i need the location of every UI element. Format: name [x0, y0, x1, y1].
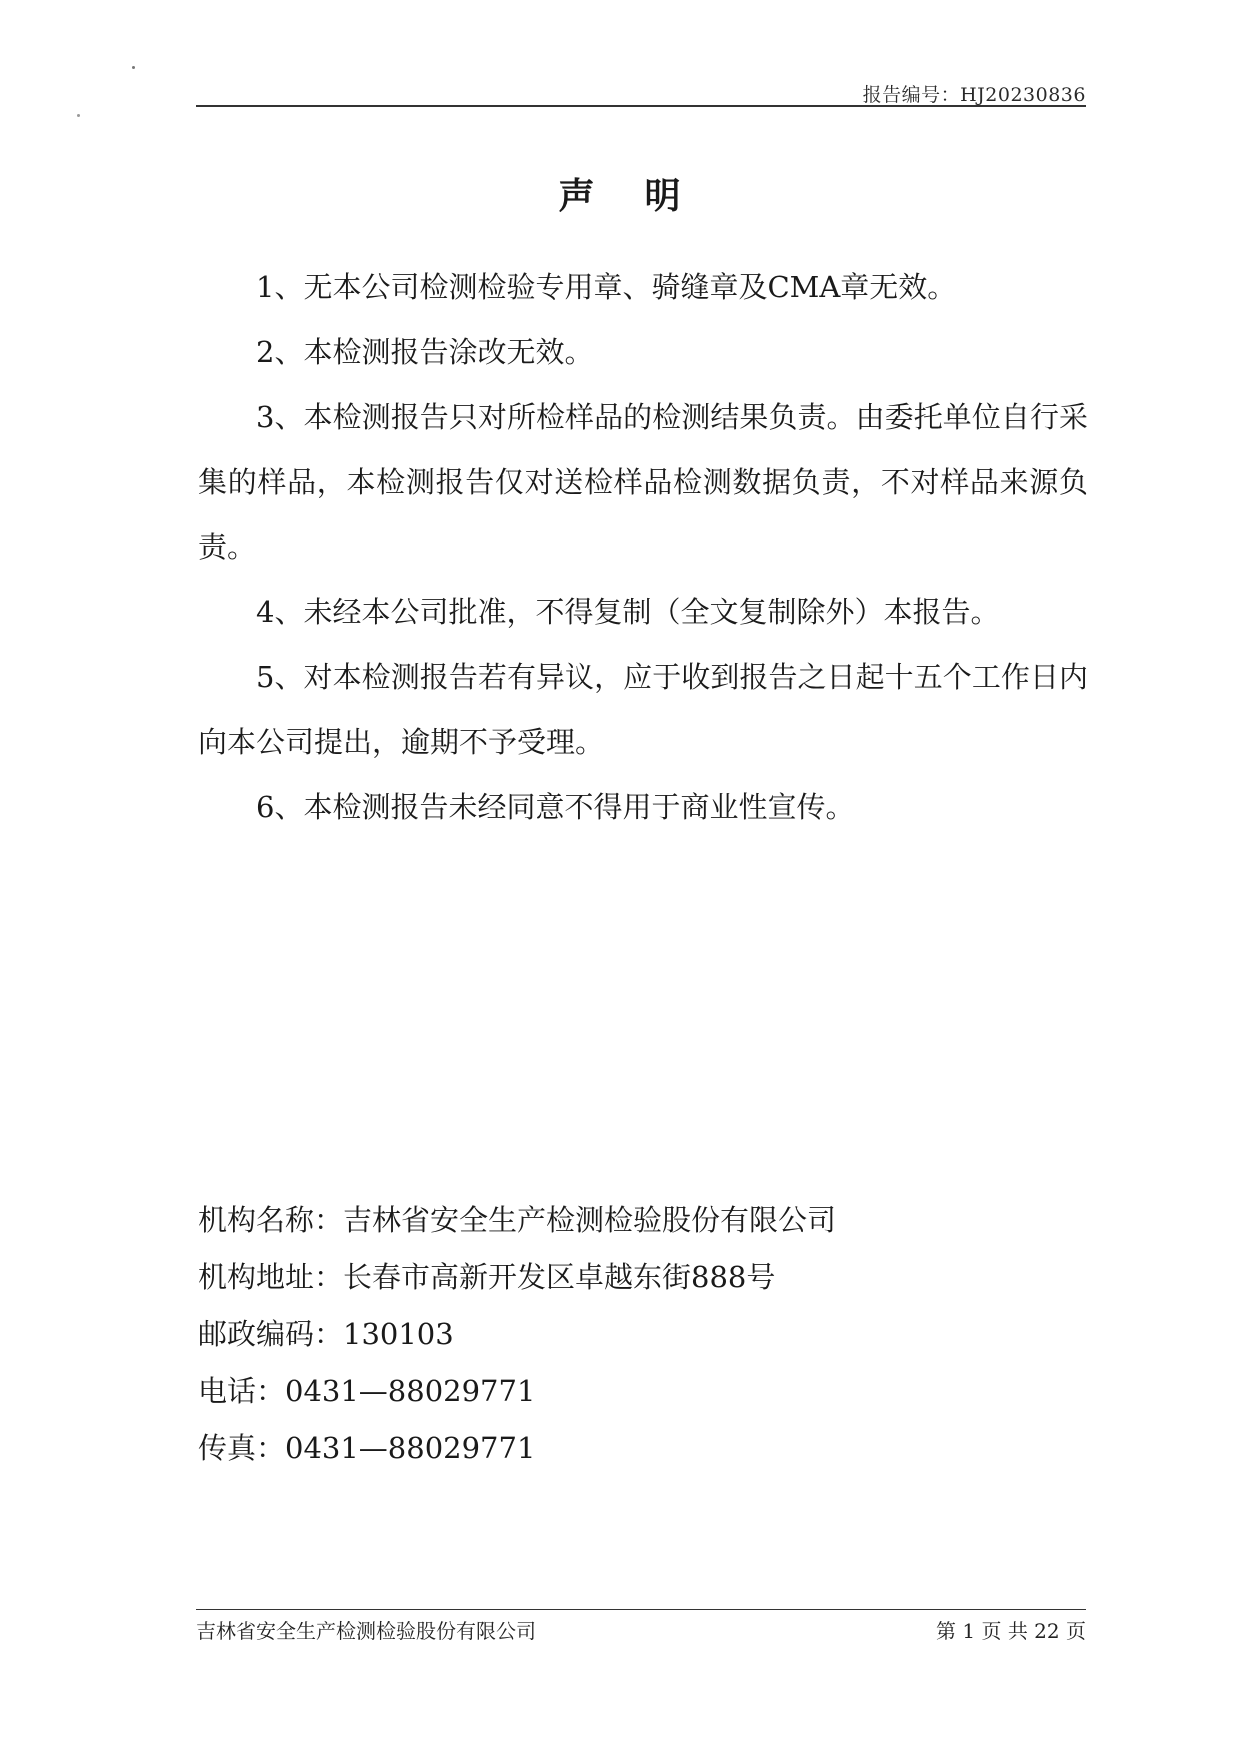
- statement-item: 5、对本检测报告若有异议，应于收到报告之日起十五个工作日内向本公司提出，逾期不予受理。: [198, 660, 1088, 759]
- statement-item: 1、无本公司检测检验专用章、骑缝章及CMA章无效。: [256, 270, 957, 304]
- organization-info: [198, 1192, 836, 1477]
- scan-speck: [77, 114, 80, 117]
- statement-item: 3、本检测报告只对所检样品的检测结果负责。由委托单位自行采集的样品，本检测报告仅对送检样品检测数据负责，不对样品来源负责。: [198, 400, 1088, 564]
- org-address: 机构地址：长春市高新开发区卓越东街888号: [198, 1260, 776, 1294]
- org-postcode: 邮政编码：130103: [198, 1317, 454, 1351]
- page-title: [0, 168, 1241, 219]
- org-fax: 传真：0431—88029771: [198, 1431, 536, 1465]
- statement-item: 6、本检测报告未经同意不得用于商业性宣传。: [256, 790, 855, 824]
- org-phone: 电话：0431—88029771: [198, 1374, 536, 1408]
- footer-company: 吉林省安全生产检测检验股份有限公司: [196, 1619, 536, 1643]
- title-char-2: 明: [644, 175, 683, 217]
- statement-item: 4、未经本公司批准，不得复制（全文复制除外）本报告。: [256, 595, 1000, 629]
- statement-item: 2、本检测报告涂改无效。: [256, 335, 594, 369]
- report-number: 报告编号：HJ20230836: [862, 84, 1086, 106]
- title-char-1: 声: [558, 175, 597, 217]
- statement-list: [198, 255, 1088, 840]
- scan-speck: [132, 66, 135, 69]
- footer-divider: [196, 1609, 1086, 1610]
- page-number: 第 1 页 共 22 页: [936, 1619, 1086, 1643]
- header-divider: [196, 105, 1086, 107]
- org-name: 机构名称：吉林省安全生产检测检验股份有限公司: [198, 1203, 837, 1237]
